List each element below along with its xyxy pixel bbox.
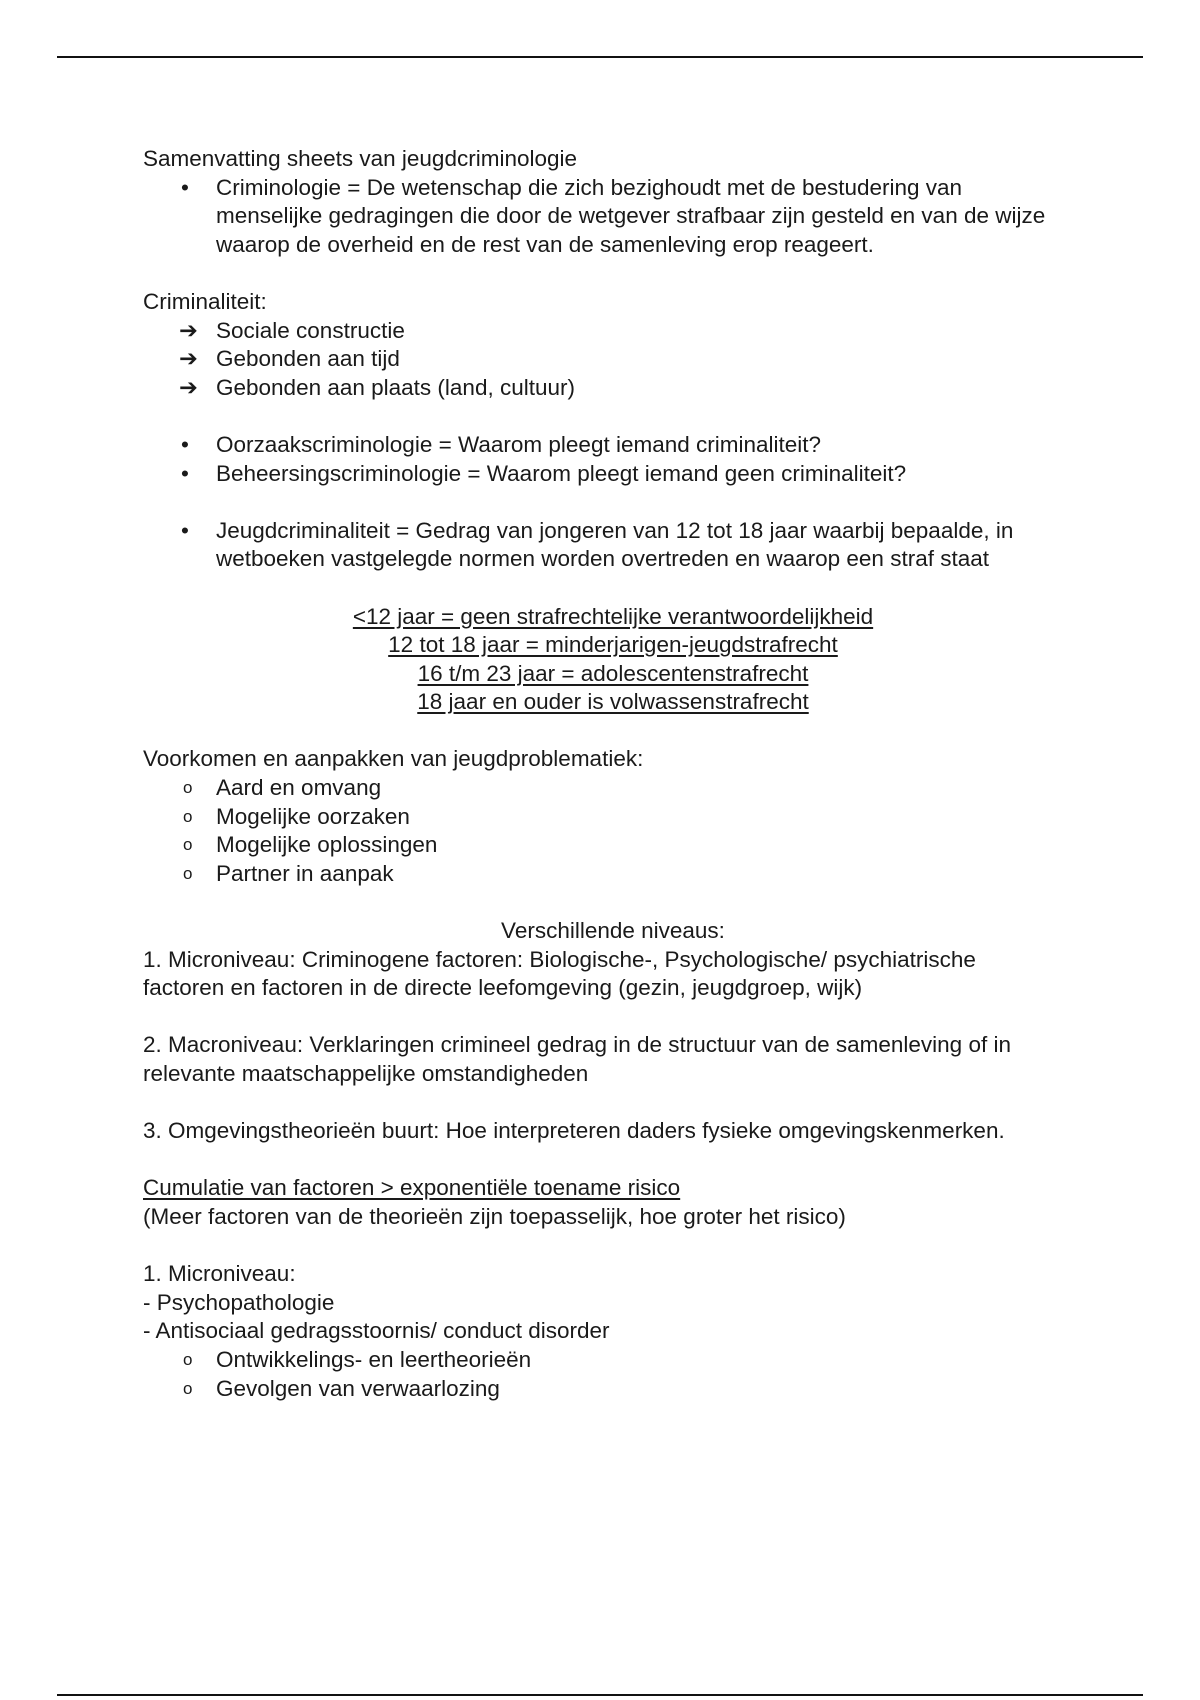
definition-bullet [143,174,1063,260]
arrow-item-text: Gebonden aan tijd [216,346,400,372]
circle-bullet-icon: o [183,778,193,798]
definition-text: Criminologie = De wetenschap die zich bezighoudt met de bestudering van menselijke gedragingen die door de wetgever strafbaar zijn gesteld en van de wijze waarop de overheid en de rest van de samenleving erop reageert. [216,174,1046,257]
document-title: Samenvatting sheets van jeugdcriminologie [143,146,578,171]
sub-list-text: Aard en omvang [216,775,382,801]
arrow-item-text: Gebonden aan plaats (land, cultuur) [216,374,575,400]
sub-list-text: Mogelijke oorzaken [216,803,410,829]
sub-list-item [143,831,1063,860]
definition-bullet [143,431,1063,460]
age-rule: <12 jaar = geen strafrechtelijke verantwoordelijkheid [352,603,874,629]
sub-list-item [143,774,1063,803]
age-rule: 12 tot 18 jaar = minderjarigen-jeugdstrafrecht [388,632,838,658]
definition-bullet [143,460,1063,489]
sub-list-text: Ontwikkelings- en leertheorieën [216,1346,532,1372]
age-rule: 18 jaar en ouder is volwassenstrafrecht [417,689,809,715]
niveau-paragraph: 2. Macroniveau: Verklaringen crimineel gedrag in de structuur van de samenleving of in relevante maatschappelijke omstandigheden [143,1032,1011,1086]
definition-text: Jeugdcriminaliteit = Gedrag van jongeren van 12 tot 18 jaar waarbij bepaalde, in wetboeken vastgelegde normen worden overtreden en waarop een straf staat [216,517,1014,572]
definition-bullet [143,517,1063,574]
bullet-icon: • [181,174,189,200]
sub-list-item [143,1375,1063,1404]
age-rule: 16 t/m 23 jaar = adolescentenstrafrecht [417,660,809,686]
definition-text: Oorzaakscriminologie = Waarom pleegt iemand criminaliteit? [216,431,822,457]
bullet-icon: • [181,517,189,543]
cumulatie-heading: Cumulatie van factoren > exponentiële toename risico [143,1175,681,1201]
niveau-paragraph: 3. Omgevingstheorieën buurt: Hoe interpreteren daders fysieke omgevingskenmerken. [143,1118,1005,1144]
cumulatie-text: (Meer factoren van de theorieën zijn toepasselijk, hoe groter het risico) [143,1203,846,1229]
footer-rule [57,1694,1143,1696]
arrow-item [143,374,1063,403]
voorkomen-heading: Voorkomen en aanpakken van jeugdproblematiek: [143,746,644,772]
arrow-item [143,345,1063,374]
arrow-right-icon: ➔ [179,346,198,372]
arrow-right-icon: ➔ [179,374,198,400]
arrow-item-text: Sociale constructie [216,317,405,343]
header-rule [57,56,1143,58]
arrow-item [143,317,1063,346]
sub-list-text: Gevolgen van verwaarlozing [216,1375,500,1401]
circle-bullet-icon: o [183,863,193,883]
niveau-paragraph: 1. Microniveau: Criminogene factoren: Biologische-, Psychologische/ psychiatrische factoren en factoren in de directe leefomgeving (gezin, jeugdgroep, wijk) [143,946,976,1001]
criminaliteit-heading: Criminaliteit: [143,288,267,314]
sub-list-text: Mogelijke oplossingen [216,832,438,858]
document-body [143,145,1063,1403]
niveaus-heading: Verschillende niveaus: [501,918,725,944]
microniveau-line: - Psychopathologie [143,1289,335,1315]
definition-text: Beheersingscriminologie = Waarom pleegt iemand geen criminaliteit? [216,460,907,486]
sub-list-item [143,860,1063,889]
arrow-right-icon: ➔ [179,317,198,343]
sub-list-text: Partner in aanpak [216,860,394,886]
bullet-icon: • [181,431,189,457]
circle-bullet-icon: o [183,1378,193,1398]
microniveau-heading: 1. Microniveau: [143,1261,296,1287]
circle-bullet-icon: o [183,835,193,855]
circle-bullet-icon: o [183,806,193,826]
circle-bullet-icon: o [183,1349,193,1369]
sub-list-item [143,803,1063,832]
sub-list-item [143,1346,1063,1375]
microniveau-line: - Antisociaal gedragsstoornis/ conduct disorder [143,1318,610,1344]
bullet-icon: • [181,460,189,486]
age-rules [163,603,1063,717]
